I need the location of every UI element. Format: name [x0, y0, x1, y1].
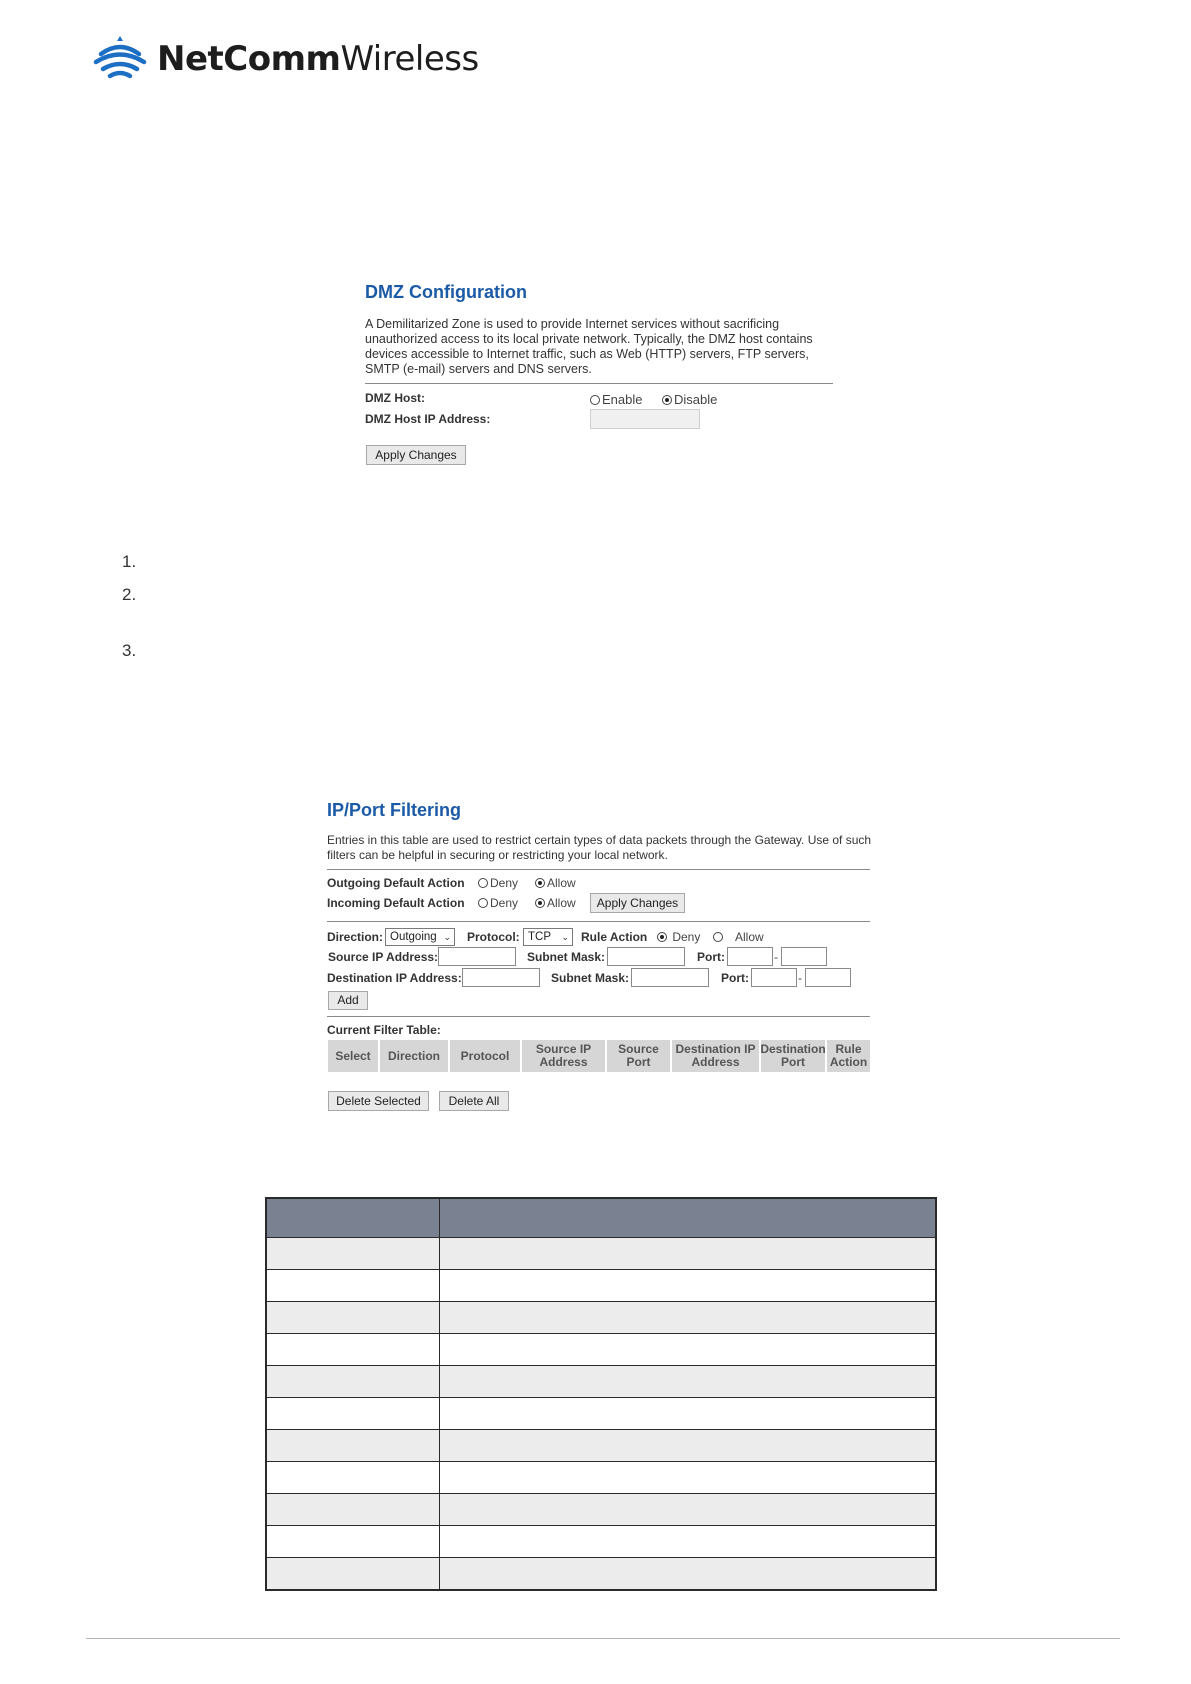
parameter-table [265, 1197, 937, 1591]
protocol-select[interactable]: TCP ⌄ [523, 928, 573, 946]
step-number-1: 1. [122, 552, 137, 571]
chevron-down-icon: ⌄ [561, 932, 569, 942]
destination-port-label: Port: [721, 971, 749, 985]
radio-enable-icon[interactable] [590, 395, 600, 405]
step-number-3: 3. [122, 641, 137, 660]
direction-select[interactable]: Outgoing ⌄ [385, 928, 455, 946]
table-row [266, 1334, 936, 1366]
source-port-label: Port: [697, 950, 725, 964]
chevron-down-icon: ⌄ [443, 932, 451, 942]
column-header-direction: Direction [380, 1040, 448, 1072]
column-header-source-ip: Source IP Address [522, 1040, 605, 1072]
table-cell [266, 1238, 440, 1270]
current-filter-table-label: Current Filter Table: [327, 1023, 441, 1037]
column-header-select: Select [328, 1040, 378, 1072]
table-header-cell [266, 1198, 440, 1238]
table-cell [440, 1238, 937, 1270]
radio-incoming-allow-icon[interactable] [535, 898, 545, 908]
divider [365, 383, 833, 384]
table-header-row [266, 1198, 936, 1238]
delete-selected-button[interactable]: Delete Selected [328, 1091, 429, 1111]
source-ip-input[interactable] [438, 947, 516, 966]
radio-incoming-deny-icon[interactable] [478, 898, 488, 908]
footer-divider [86, 1638, 1120, 1639]
table-row [266, 1526, 936, 1558]
incoming-deny-option[interactable]: Deny [478, 896, 518, 910]
destination-ip-label: Destination IP Address: [327, 971, 462, 985]
dmz-enable-option[interactable]: Enable [590, 392, 642, 407]
table-cell [266, 1366, 440, 1398]
outgoing-allow-option[interactable]: Allow [535, 876, 576, 890]
dmz-description: A Demilitarized Zone is used to provide Internet services without sacrificing unauthorized access to its local private network. Typically, the DMZ host contains devices accessible to Internet traffic, such as Web (HTTP) servers, FTP servers, SMTP (e-mail) servers and DNS servers. [365, 317, 813, 376]
source-ip-label: Source IP Address: [328, 950, 439, 964]
delete-all-button[interactable]: Delete All [439, 1091, 509, 1111]
source-subnet-mask-input[interactable] [607, 947, 685, 966]
source-port-end-input[interactable] [781, 947, 827, 966]
destination-ip-input[interactable] [462, 968, 540, 987]
add-filter-button[interactable]: Add [328, 991, 368, 1010]
table-row [266, 1494, 936, 1526]
outgoing-default-action-label: Outgoing Default Action [327, 876, 465, 890]
outgoing-deny-option[interactable]: Deny [478, 876, 518, 890]
incoming-allow-option[interactable]: Allow [535, 896, 576, 910]
destination-port-start-input[interactable] [751, 968, 797, 987]
column-header-rule-action: Rule Action [827, 1040, 870, 1072]
table-row [266, 1238, 936, 1270]
ipport-apply-changes-button[interactable]: Apply Changes [590, 893, 685, 913]
table-cell [440, 1558, 937, 1591]
dmz-disable-option[interactable]: Disable [662, 392, 717, 407]
radio-rule-deny-icon[interactable] [657, 932, 667, 942]
divider [327, 869, 870, 870]
ipport-title: IP/Port Filtering [327, 800, 462, 820]
table-cell [266, 1302, 440, 1334]
protocol-label: Protocol: [467, 930, 520, 944]
table-cell [440, 1462, 937, 1494]
table-cell [266, 1494, 440, 1526]
divider [327, 1016, 870, 1017]
table-row [266, 1398, 936, 1430]
dmz-apply-changes-button[interactable]: Apply Changes [366, 445, 466, 465]
table-cell [440, 1366, 937, 1398]
radio-disable-icon[interactable] [662, 395, 672, 405]
brand-name: NetCommWireless [157, 39, 479, 79]
table-cell [266, 1430, 440, 1462]
radio-rule-allow-icon[interactable] [713, 932, 723, 942]
table-cell [440, 1430, 937, 1462]
port-range-dash: - [798, 971, 802, 985]
column-header-protocol: Protocol [450, 1040, 520, 1072]
dmz-title: DMZ Configuration [365, 282, 527, 302]
direction-label: Direction: [327, 930, 384, 944]
step-number-2: 2. [122, 585, 137, 604]
table-row [266, 1558, 936, 1591]
source-subnet-mask-label: Subnet Mask: [527, 950, 606, 964]
table-cell [440, 1270, 937, 1302]
table-row [266, 1430, 936, 1462]
table-cell [440, 1398, 937, 1430]
rule-action-label: Rule Action [581, 930, 648, 944]
table-cell [440, 1302, 937, 1334]
dmz-configuration-panel [365, 282, 835, 472]
table-cell [266, 1526, 440, 1558]
source-port-start-input[interactable] [727, 947, 773, 966]
table-cell [266, 1334, 440, 1366]
destination-subnet-mask-input[interactable] [631, 968, 709, 987]
destination-port-end-input[interactable] [805, 968, 851, 987]
ipport-description: Entries in this table are used to restrict certain types of data packets through the Gateway. Use of such filters can be helpful in securing or restricting your local network. [327, 833, 872, 862]
column-header-destination-ip: Destination IP Address [672, 1040, 759, 1072]
table-row [266, 1366, 936, 1398]
table-cell [440, 1494, 937, 1526]
table-row [266, 1270, 936, 1302]
table-cell [266, 1462, 440, 1494]
table-row [266, 1462, 936, 1494]
table-cell [440, 1334, 937, 1366]
table-row [266, 1302, 936, 1334]
table-cell [266, 1558, 440, 1591]
incoming-default-action-label: Incoming Default Action [327, 896, 465, 910]
column-header-destination-port: Destination Port [761, 1040, 825, 1072]
column-header-source-port: Source Port [607, 1040, 670, 1072]
table-cell [440, 1526, 937, 1558]
table-header-cell [440, 1198, 937, 1238]
dmz-host-ip-label: DMZ Host IP Address: [365, 412, 491, 426]
table-cell [266, 1398, 440, 1430]
destination-subnet-mask-label: Subnet Mask: [551, 971, 630, 985]
rule-allow-option[interactable]: Allow [713, 930, 764, 944]
table-cell [266, 1270, 440, 1302]
divider [327, 921, 870, 922]
wireless-signal-icon [93, 34, 147, 84]
netcomm-logo [93, 34, 479, 84]
radio-outgoing-allow-icon[interactable] [535, 878, 545, 888]
dmz-host-ip-input[interactable] [590, 409, 700, 429]
dmz-host-label: DMZ Host: [365, 391, 425, 405]
ip-port-filtering-panel [327, 800, 872, 1110]
radio-outgoing-deny-icon[interactable] [478, 878, 488, 888]
rule-deny-option[interactable]: Deny [657, 930, 700, 944]
port-range-dash: - [774, 950, 778, 964]
